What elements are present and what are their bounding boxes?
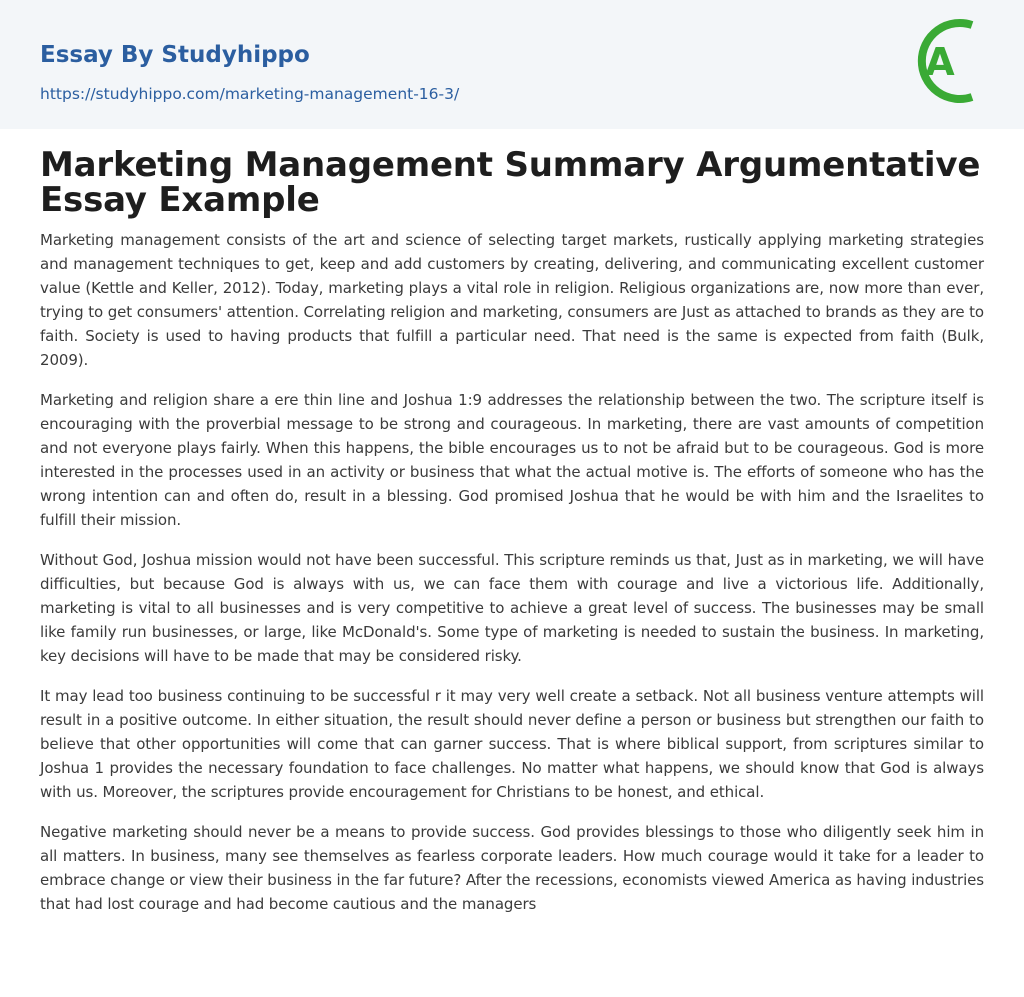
essay-url-link[interactable]: https://studyhippo.com/marketing-management-16-3/ bbox=[40, 85, 460, 103]
page-title: Marketing Management Summary Argumentative Essay Example bbox=[40, 145, 981, 220]
essay-body bbox=[40, 228, 984, 932]
essay-paragraph: Marketing and religion share a ere thin line and Joshua 1:9 addresses the relationship between the two. The scripture itself is encouraging with the proverbial message to be strong and courageous. In marketing, there are vast amounts of competition and not everyone plays fairly. When this happens, the bible encourages us to not be afraid but to be courageous. God is more interested in the processes used in an activity or business that what the actual motive is. The efforts of someone who has the wrong intention can and often do, result in a blessing. God promised Joshua that he would be with him and the Israelites to fulfill their mission. bbox=[40, 391, 984, 529]
site-header bbox=[0, 0, 1024, 129]
site-brand[interactable]: Essay By Studyhippo bbox=[40, 42, 310, 68]
essay-paragraph: Marketing management consists of the art and science of selecting target markets, rustically applying marketing strategies and management techniques to get, keep and add customers by creating, delivering, and communicating excellent customer value (Kettle and Keller, 2012). Today, marketing plays a vital role in religion. Religious organizations are, now more than ever, trying to get consumers' attention. Correlating religion and marketing, consumers are Just as attached to brands as they are to faith. Society is used to having products that fulfill a particular need. That need is the same is expected from faith (Bulk, 2009). bbox=[40, 231, 984, 369]
logo-letter: A bbox=[925, 40, 955, 84]
essay-paragraph: It may lead too business continuing to be successful r it may very well create a setback. Not all business venture attempts will result in a positive outcome. In either situation, the result should never define a person or business but strengthen our faith to believe that other opportunities will come that can garner success. That is where biblical support, from scriptures similar to Joshua 1 provides the necessary foundation to face challenges. No matter what happens, we should know that God is always with us. Moreover, the scriptures provide encouragement for Christians to be honest, and ethical. bbox=[40, 687, 984, 801]
essay-paragraph: Negative marketing should never be a means to provide success. God provides blessings to those who diligently seek him in all matters. In business, many see themselves as fearless corporate leaders. How much courage would it take for a leader to embrace change or view their business in the far future? After the recessions, economists viewed America as having industries that had lost courage and had become cautious and the managers bbox=[40, 823, 984, 913]
essay-paragraph: Without God, Joshua mission would not have been successful. This scripture reminds us that, Just as in marketing, we will have difficulties, but because God is always with us, we can face them with courage and live a victorious life. Additionally, marketing is vital to all businesses and is very competitive to achieve a great level of success. The businesses may be small like family run businesses, or large, like McDonald's. Some type of marketing is needed to sustain the business. In marketing, key decisions will have to be made that may be considered risky. bbox=[40, 551, 984, 665]
studyhippo-logo-icon[interactable] bbox=[910, 17, 990, 107]
